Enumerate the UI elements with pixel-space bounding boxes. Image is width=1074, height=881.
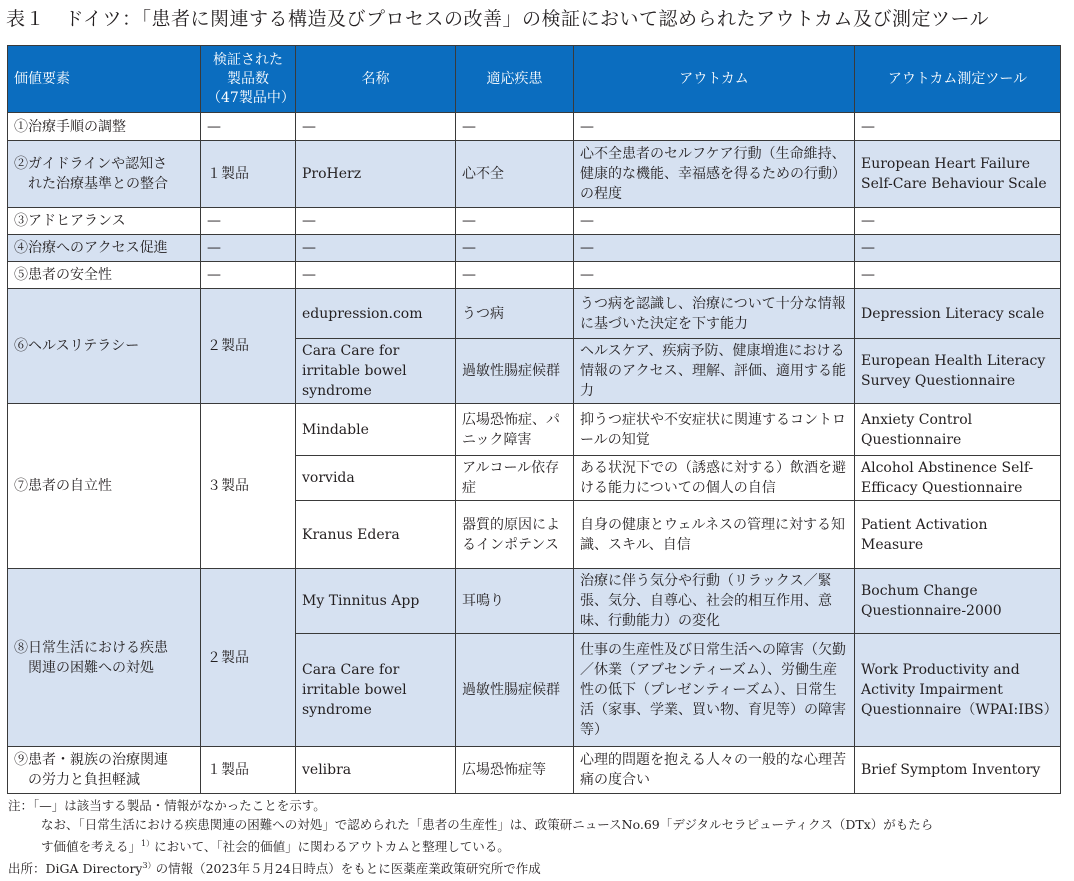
indication: アルコール依存症: [456, 456, 574, 501]
product-count: ２製品: [201, 569, 296, 747]
footnote-ref-1: 1）: [141, 839, 155, 848]
product-count: —: [201, 235, 296, 262]
indication: 耳鳴り: [456, 569, 574, 634]
value-element: ①治療手順の調整: [8, 113, 201, 141]
product-name: My Tinnitus App: [296, 569, 456, 634]
table-title: 表１ ドイツ：「患者に関連する構造及びプロセスの改善」の検証において認められたアウトカム及び測定ツール: [6, 8, 990, 30]
indication: 広場恐怖症、パニック障害: [456, 404, 574, 456]
product-name: velibra: [296, 747, 456, 794]
product-name: Cara Care for irritable bowel syndrome: [296, 339, 456, 404]
note-line-2: なお、「日常生活における疾患関連の困難への対処」で認められた「患者の生産性」は、政策研ニュースNo.69「デジタルセラピューティクス（DTx）がもたら: [41, 817, 934, 832]
indication: 広場恐怖症等: [456, 747, 574, 794]
header-tool: アウトカム測定ツール: [855, 46, 1061, 113]
header-name: 名称: [296, 46, 456, 113]
indication: —: [456, 113, 574, 141]
product-name: —: [296, 235, 456, 262]
product-name: Kranus Edera: [296, 501, 456, 569]
source-part-b: の情報（2023年５月24日時点）をもとに医薬産業政策研究所で作成: [155, 861, 541, 877]
header-count-line3: （47製品中）: [207, 89, 295, 106]
measurement-tool: —: [855, 208, 1061, 235]
outcome: 抑うつ症状や不安症状に関連するコントロールの知覚: [574, 404, 855, 456]
indication: 器質的原因によるインポテンス: [456, 501, 574, 569]
outcome: 心不全患者のセルフケア行動（生命維持、健康的な機能、幸福感を得るための行動）の程度: [574, 141, 855, 208]
outcome: —: [574, 208, 855, 235]
table-row: [8, 141, 1061, 208]
measurement-tool: Depression Literacy scale: [855, 289, 1061, 339]
product-name: edupression.com: [296, 289, 456, 339]
product-name: —: [296, 262, 456, 289]
value-element-line2: れた治療基準との整合: [28, 176, 168, 192]
measurement-tool: —: [855, 262, 1061, 289]
outcome-table: [7, 45, 1061, 794]
table-row: [8, 569, 1061, 634]
product-count: １製品: [201, 141, 296, 208]
product-name: ProHerz: [296, 141, 456, 208]
indication: 心不全: [456, 141, 574, 208]
outcome: ある状況下での（誘惑に対する）飲酒を避ける能力についての個人の自信: [574, 456, 855, 501]
outcome: 自身の健康とウェルネスの管理に対する知識、スキル、自信: [574, 501, 855, 569]
indication: うつ病: [456, 289, 574, 339]
product-count: —: [201, 262, 296, 289]
product-count: —: [201, 208, 296, 235]
indication: —: [456, 262, 574, 289]
product-name: vorvida: [296, 456, 456, 501]
footnote-ref-3: 3）: [142, 861, 156, 871]
outcome: ヘルスケア、疾病予防、健康増進における情報のアクセス、理解、評価、適用する能力: [574, 339, 855, 404]
table-row: [8, 208, 1061, 235]
outcome: —: [574, 235, 855, 262]
indication: 過敏性腸症候群: [456, 339, 574, 404]
measurement-tool: —: [855, 235, 1061, 262]
value-element-line2: の労力と負担軽減: [28, 772, 140, 788]
value-element-line2: 関連の困難への対処: [28, 659, 154, 676]
header-count: [201, 46, 296, 113]
value-element: ⑦患者の自立性: [8, 404, 201, 569]
value-element: ③アドヒアランス: [8, 208, 201, 235]
note-line-3-part-a: す価値を考える」: [41, 839, 142, 855]
indication: 過敏性腸症候群: [456, 634, 574, 747]
value-element: ⑤患者の安全性: [8, 262, 201, 289]
measurement-tool: —: [855, 113, 1061, 141]
value-element-line1: ②ガイドラインや認知さ: [14, 156, 168, 172]
measurement-tool: Anxiety Control Questionnaire: [855, 404, 1061, 456]
product-name: Mindable: [296, 404, 456, 456]
measurement-tool: Alcohol Abstinence Self-Efficacy Questionnaire: [855, 456, 1061, 501]
header-count-line2: 製品数: [227, 70, 269, 87]
product-name: —: [296, 113, 456, 141]
measurement-tool: Bochum Change Questionnaire-2000: [855, 569, 1061, 634]
product-count: １製品: [201, 747, 296, 794]
value-element-line1: ⑨患者・親族の治療関連: [14, 752, 168, 768]
table-row: [8, 113, 1061, 141]
source-part-a: 出所：DiGA Directory: [8, 861, 143, 877]
header-outcome: アウトカム: [574, 46, 855, 113]
header-count-line1: 検証された: [213, 51, 283, 68]
indication: —: [456, 208, 574, 235]
source-line: [8, 861, 541, 876]
value-element: [8, 141, 201, 208]
note-line-1: 注：「—」は該当する製品・情報がなかったことを示す。: [8, 798, 326, 813]
outcome: 心理的問題を抱える人々の一般的な心理苦痛の度合い: [574, 747, 855, 794]
table-notes: [8, 796, 933, 878]
header-row: [8, 46, 1061, 113]
product-count: ３製品: [201, 404, 296, 569]
outcome: 仕事の生産性及び日常生活への障害（欠勤／休業（アブセンティーズム）、労働生産性の低下（プレゼンティーズム）、日常生活（家事、学業、買い物、育児等）の障害等）: [574, 634, 855, 747]
outcome: —: [574, 113, 855, 141]
outcome: 治療に伴う気分や行動（リラックス／緊張、気分、自尊心、社会的相互作用、意味、行動能力）の変化: [574, 569, 855, 634]
outcome: —: [574, 262, 855, 289]
measurement-tool: European Health Literacy Survey Questionnaire: [855, 339, 1061, 404]
header-indication: 適応疾患: [456, 46, 574, 113]
product-count: ２製品: [201, 289, 296, 404]
value-element: [8, 747, 201, 794]
measurement-tool: European Heart Failure Self-Care Behaviour Scale: [855, 141, 1061, 208]
value-element: ⑥ヘルスリテラシー: [8, 289, 201, 404]
note-line-3: [8, 834, 933, 856]
table-row: [8, 289, 1061, 339]
product-name: —: [296, 208, 456, 235]
header-element: 価値要素: [8, 46, 201, 113]
value-element-line1: ⑧日常生活における疾患: [14, 639, 168, 656]
table-row: [8, 404, 1061, 456]
table-row: [8, 235, 1061, 262]
note-line-3-part-b: において、「社会的価値」に関わるアウトカムと整理している。: [154, 839, 510, 855]
measurement-tool: Patient Activation Measure: [855, 501, 1061, 569]
value-element: ④治療へのアクセス促進: [8, 235, 201, 262]
product-count: —: [201, 113, 296, 141]
table-row: [8, 747, 1061, 794]
product-name: Cara Care for irritable bowel syndrome: [296, 634, 456, 747]
table-row: [8, 262, 1061, 289]
value-element: [8, 569, 201, 747]
measurement-tool: Work Productivity and Activity Impairment Questionnaire（WPAI:IBS）: [855, 634, 1061, 747]
outcome: うつ病を認識し、治療について十分な情報に基づいた決定を下す能力: [574, 289, 855, 339]
measurement-tool: Brief Symptom Inventory: [855, 747, 1061, 794]
indication: —: [456, 235, 574, 262]
